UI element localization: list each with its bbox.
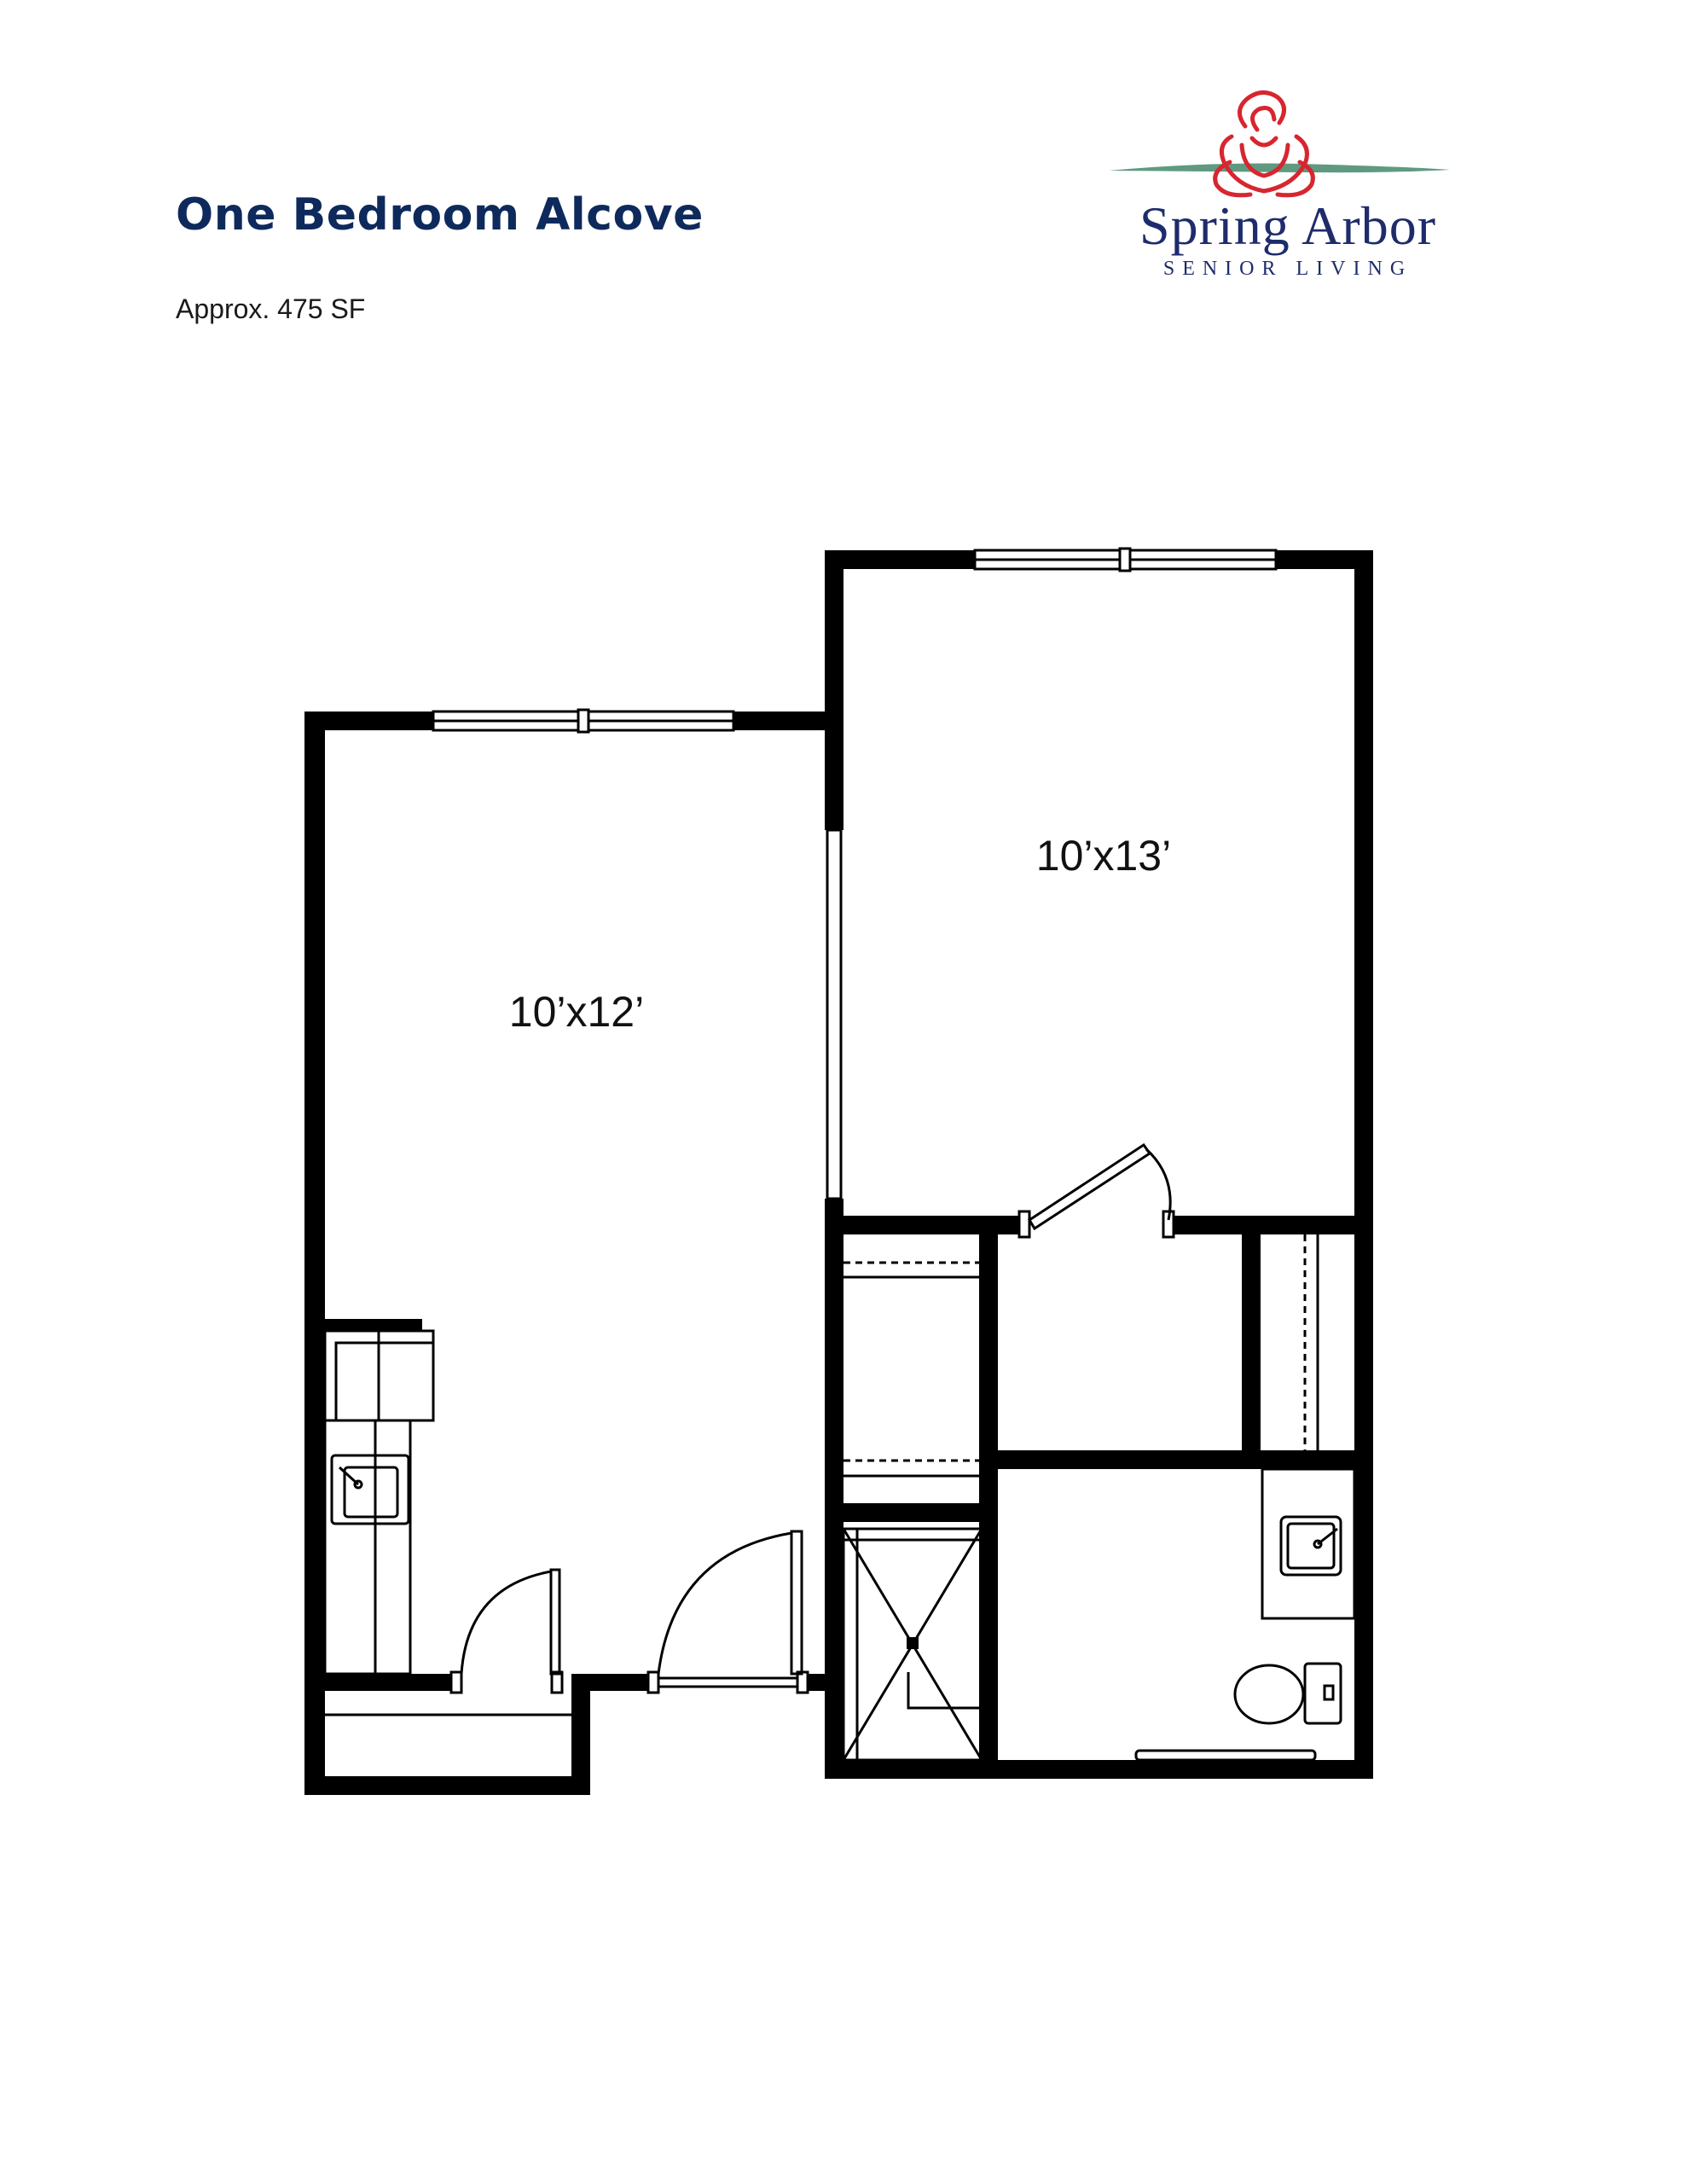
alcove-opening <box>827 830 841 1199</box>
exterior-walls <box>304 550 1373 1795</box>
square-footage: Approx. 475 SF <box>176 293 366 324</box>
kitchenette <box>325 1331 433 1674</box>
bedroom-door <box>1019 1145 1174 1237</box>
brand-name: Spring Arbor <box>1139 195 1436 256</box>
entry-door <box>648 1531 808 1693</box>
window-living-room <box>433 710 733 732</box>
shower-drain-icon <box>907 1637 919 1649</box>
window-bedroom <box>975 549 1276 571</box>
bath-grab-bar <box>1136 1751 1315 1760</box>
entry-closet <box>325 1570 571 1715</box>
bedroom-dimensions: 10’x13’ <box>1035 832 1172 880</box>
page-title: One Bedroom Alcove <box>176 189 704 241</box>
bathroom-vanity <box>1262 1469 1354 1618</box>
toilet-icon <box>1235 1664 1341 1723</box>
living-room-dimensions: 10’x12’ <box>508 988 645 1036</box>
brand-tagline: SENIOR LIVING <box>1162 258 1413 280</box>
